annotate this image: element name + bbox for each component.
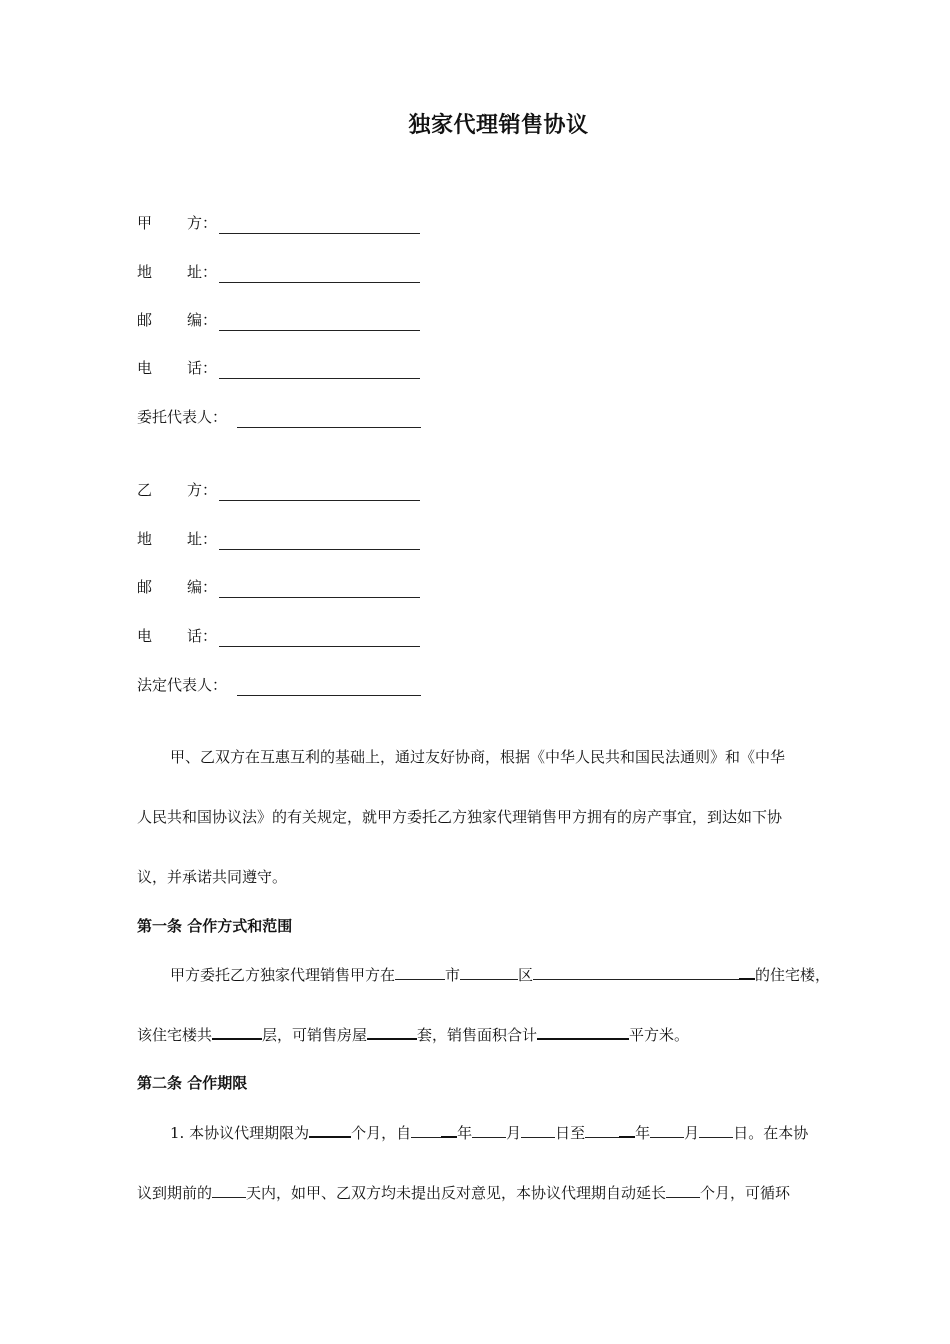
party-b-phone-label-1: 电: [137, 627, 153, 645]
party-b-name-label-1: 乙: [137, 481, 153, 499]
article-1-text-h: 平方米。: [629, 1026, 690, 1044]
intro-line-2: 人民共和国协议法》的有关规定，就甲方委托乙方独家代理销售甲方拥有的房产事宜，到达如下协: [137, 808, 783, 826]
article-1-text-b: 市: [445, 966, 461, 984]
article-1-text-c: 区: [518, 966, 534, 984]
party-a-address-field: [137, 261, 420, 283]
party-a-name-field: [137, 212, 420, 234]
party-b-postcode-label-1: 邮: [137, 578, 153, 596]
party-b-name-field: [137, 479, 420, 501]
floors-blank[interactable]: [212, 1024, 262, 1040]
party-a-name-blank[interactable]: [219, 216, 420, 234]
end-year-blank[interactable]: [585, 1122, 619, 1138]
article-2-text-c: 年: [457, 1124, 473, 1142]
party-b-address-label-2: 址：: [187, 530, 218, 548]
party-b-rep-label: 法定代表人：: [137, 676, 228, 694]
start-year-blank-end: [441, 1122, 457, 1138]
location-blank-end: [739, 964, 755, 980]
party-a-rep-blank[interactable]: [237, 410, 421, 428]
start-month-blank[interactable]: [472, 1122, 506, 1138]
end-day-blank[interactable]: [699, 1122, 733, 1138]
article-1-line-1: [137, 964, 898, 986]
article-2-text-g: 月: [684, 1124, 700, 1142]
intro-line-3: 议，并承诺共同遵守。: [137, 868, 288, 886]
district-blank[interactable]: [460, 964, 518, 980]
article-2-text-b: 个月，自: [351, 1124, 412, 1142]
party-b-name-blank[interactable]: [219, 483, 420, 501]
article-1-text-d: 的住宅楼，: [755, 966, 831, 984]
party-a-postcode-blank[interactable]: [219, 313, 420, 331]
start-day-blank[interactable]: [521, 1122, 555, 1138]
party-a-address-label-1: 地: [137, 263, 153, 281]
party-b-phone-blank[interactable]: [219, 629, 420, 647]
article-2-text-j: 天内，如甲、乙双方均未提出反对意见，本协议代理期自动延长: [246, 1184, 667, 1202]
article-2-text-d: 月: [506, 1124, 522, 1142]
party-b-phone-field: [137, 625, 420, 647]
party-a-address-label-2: 址：: [187, 263, 218, 281]
months-blank[interactable]: [309, 1122, 351, 1138]
document-title: 独家代理销售协议: [408, 113, 589, 138]
party-b-address-label-1: 地: [137, 530, 153, 548]
party-a-phone-field: [137, 357, 420, 379]
article-2-text-a: 1. 本协议代理期限为: [170, 1124, 310, 1142]
party-a-postcode-label-2: 编：: [187, 311, 218, 329]
article-1-text-g: 套，销售面积合计: [417, 1026, 538, 1044]
location-blank[interactable]: [533, 964, 739, 980]
article-1-line-2: [137, 1024, 865, 1046]
party-a-address-blank[interactable]: [219, 265, 420, 283]
article-2-text-k: 个月，可循环: [700, 1184, 791, 1202]
article-1-text-a: 甲方委托乙方独家代理销售甲方在: [170, 966, 396, 984]
party-b-rep-field: [137, 674, 421, 696]
party-b-postcode-field: [137, 576, 420, 598]
party-a-name-label-1: 甲: [137, 214, 153, 232]
article-2-line-2: [137, 1182, 865, 1204]
units-blank[interactable]: [367, 1024, 417, 1040]
party-a-rep-label: 委托代表人：: [137, 408, 228, 426]
days-blank[interactable]: [212, 1182, 246, 1198]
party-a-phone-label-1: 电: [137, 359, 153, 377]
article-1-text-f: 层，可销售房屋: [262, 1026, 368, 1044]
article-2-text-e: 日至: [555, 1124, 586, 1142]
start-year-blank[interactable]: [411, 1122, 441, 1138]
party-a-phone-label-2: 话：: [187, 359, 218, 377]
party-a-postcode-label-1: 邮: [137, 311, 153, 329]
end-year-blank-end: [619, 1122, 635, 1138]
party-a-rep-field: [137, 406, 421, 428]
party-b-postcode-label-2: 编：: [187, 578, 218, 596]
party-b-address-field: [137, 528, 420, 550]
intro-line-1: 甲、乙双方在互惠互利的基础上，通过友好协商，根据《中华人民共和国民法通则》和《中华: [170, 748, 786, 766]
end-month-blank[interactable]: [650, 1122, 684, 1138]
party-b-phone-label-2: 话：: [187, 627, 218, 645]
article-1-heading: 第一条 合作方式和范围: [137, 917, 293, 935]
article-2-text-i: 议到期前的: [137, 1184, 213, 1202]
article-2-text-f: 年: [635, 1124, 651, 1142]
party-b-postcode-blank[interactable]: [219, 580, 420, 598]
article-2-text-h: 日。在本协: [733, 1124, 809, 1142]
party-a-phone-blank[interactable]: [219, 361, 420, 379]
party-a-postcode-field: [137, 309, 420, 331]
area-blank[interactable]: [537, 1024, 629, 1040]
article-2-heading: 第二条 合作期限: [137, 1074, 248, 1092]
city-blank[interactable]: [395, 964, 445, 980]
extend-months-blank[interactable]: [666, 1182, 700, 1198]
party-b-name-label-2: 方：: [187, 481, 218, 499]
party-b-address-blank[interactable]: [219, 532, 420, 550]
party-a-name-label-2: 方：: [187, 214, 218, 232]
article-2-line-1: [137, 1122, 898, 1144]
article-1-text-e: 该住宅楼共: [137, 1026, 213, 1044]
party-b-rep-blank[interactable]: [237, 678, 421, 696]
